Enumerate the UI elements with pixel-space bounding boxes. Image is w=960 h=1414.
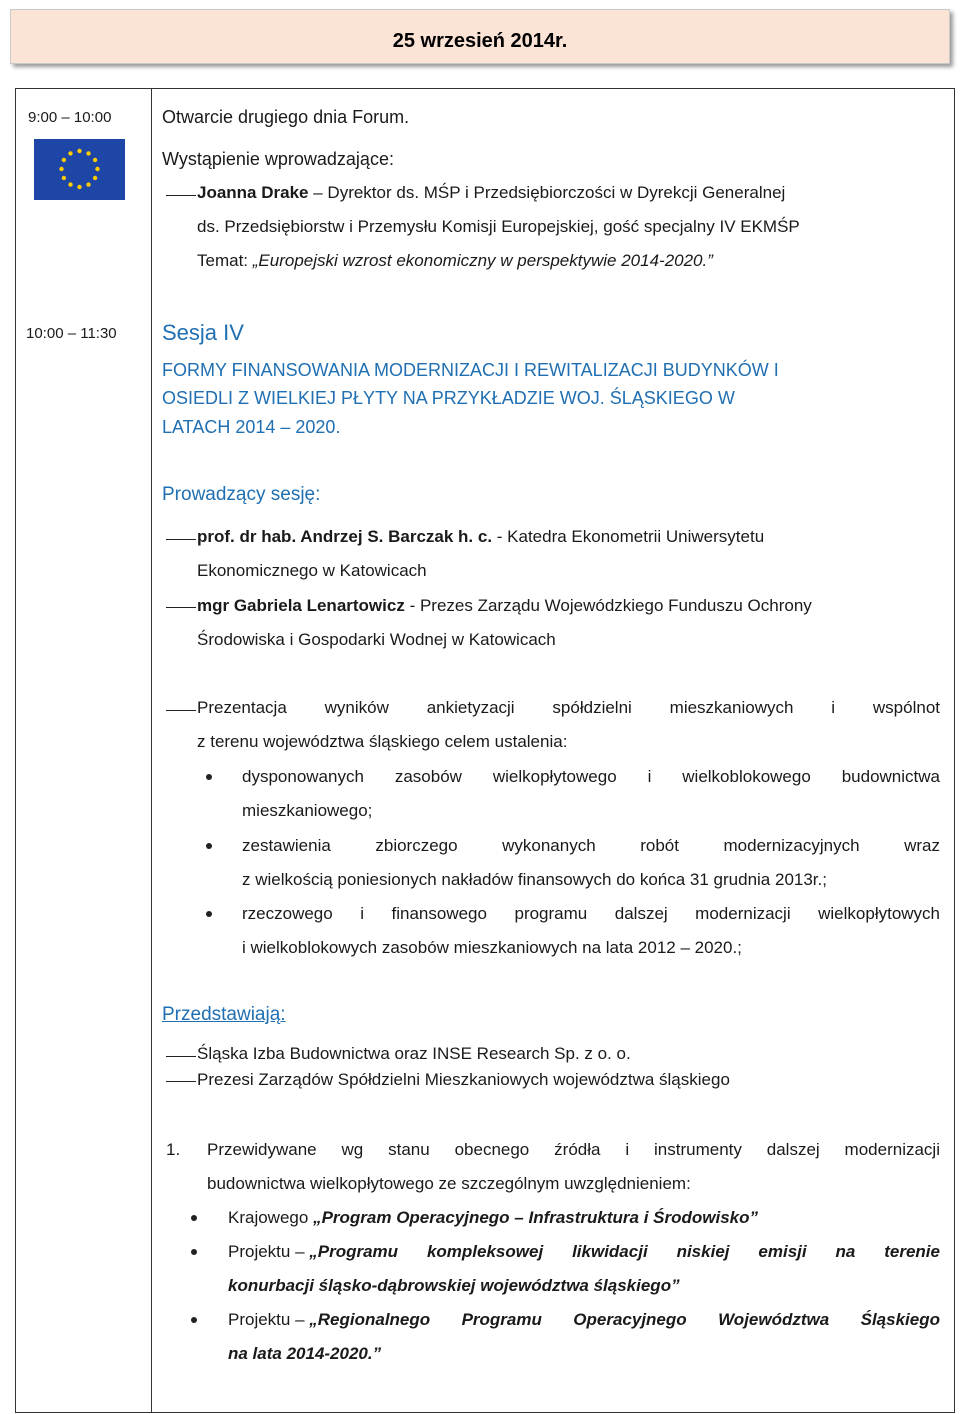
eu-stars-icon [34, 139, 125, 200]
speaker-name: Joanna Drake [197, 183, 309, 202]
presenters-label: Przedstawiają: [162, 1004, 286, 1025]
topic-label: Temat: [197, 251, 253, 270]
presentation-line-cont: z terenu województwa śląskiego celem ustalenia: [197, 732, 568, 751]
session-heading-2: OSIEDLI Z WIELKIEJ PŁYTY NA PRZYKŁADZIE WOJ. ŚLĄSKIEGO W [162, 388, 735, 408]
bullet-dot [191, 1249, 197, 1255]
sub-item-1 [228, 1208, 758, 1228]
session-heading-1: FORMY FINANSOWANIA MODERNIZACJI I REWITALIZACJI BUDYNKÓW I [162, 360, 779, 380]
moderator-2-role-cont: Środowiska i Gospodarki Wodnej w Katowicach [197, 630, 556, 649]
presenter-2: Prezesi Zarządów Spółdzielni Mieszkaniowych województwa śląskiego [197, 1070, 730, 1089]
dash-mark [166, 607, 196, 608]
agenda-table [15, 88, 955, 1413]
presenter-1: Śląska Izba Budownictwa oraz INSE Research Sp. z o. o. [197, 1044, 631, 1063]
bullet-3: rzeczowego i finansowego programu dalszej modernizacji wielkopłytowych [242, 904, 940, 923]
bullet-3-cont: i wielkoblokowych zasobów mieszkaniowych na lata 2012 – 2020.; [242, 938, 742, 957]
presentation-line: Prezentacja wyników ankietyzacji spółdzielni mieszkaniowych i wspólnot [197, 698, 940, 717]
column-divider [151, 89, 152, 1412]
item-number: 1. [166, 1140, 181, 1159]
moderator-1-role: - Katedra Ekonometrii Uniwersytetu [492, 527, 765, 546]
date-heading: 25 wrzesień 2014r. [392, 30, 568, 52]
dash-mark [166, 1081, 196, 1082]
item-1: Przewidywane wg stanu obecnego źródła i instrumenty dalszej modernizacji [207, 1140, 940, 1159]
moderator-1-name: prof. dr hab. Andrzej S. Barczak h. c. [197, 527, 493, 546]
sub-item-1-prefix: Krajowego [228, 1208, 314, 1227]
item-1-cont: budownictwa wielkopłytowego ze szczególnym uwzględnieniem: [207, 1174, 691, 1193]
dash-mark [166, 195, 196, 196]
sub-item-3 [228, 1310, 940, 1330]
opening-line: Otwarcie drugiego dnia Forum. [162, 107, 410, 127]
moderator-2-name: mgr Gabriela Lenartowicz [197, 596, 405, 615]
speaker-role: – Dyrektor ds. MŚP i Przedsiębiorczości w Dyrekcji Generalnej [313, 183, 786, 202]
dash-mark [166, 710, 196, 711]
moderator-1 [197, 527, 764, 547]
sub-item-3-title: „Regionalnego Programu Operacyjnego Województwa Śląskiego [309, 1310, 940, 1329]
bullet-1: dysponowanych zasobów wielkopłytowego i wielkoblokowego budownictwa [242, 767, 940, 786]
sub-item-2-title: „Programu kompleksowej likwidacji niskiej emisji na terenie [309, 1242, 940, 1261]
time-slot-1: 9:00 – 10:00 [28, 109, 112, 126]
moderator-2 [197, 596, 812, 616]
topic-title: „Europejski wzrost ekonomiczny w perspektywie 2014-2020.” [252, 251, 713, 270]
bullet-dot [191, 1215, 197, 1221]
bullet-dot [206, 911, 212, 917]
speaker-role-cont: ds. Przedsiębiorstw i Przemysłu Komisji Europejskiej, gość specjalny IV EKMŚP [197, 217, 800, 236]
dash-mark [166, 539, 196, 540]
topic-line [197, 251, 713, 271]
bullet-dot [206, 843, 212, 849]
moderators-label: Prowadzący sesję: [162, 484, 321, 505]
moderator-2-role: - Prezes Zarządu Wojewódzkiego Funduszu Ochrony [404, 596, 812, 615]
dash-mark [166, 1056, 196, 1057]
moderator-1-role-cont: Ekonomicznego w Katowicach [197, 561, 427, 580]
sub-item-2 [228, 1242, 940, 1262]
bullet-1-cont: mieszkaniowego; [242, 801, 373, 820]
bullet-dot [191, 1317, 197, 1323]
sub-item-2-prefix: Projektu – [228, 1242, 310, 1261]
session-title: Sesja IV [162, 320, 244, 345]
sub-item-3-cont: na lata 2014-2020.” [228, 1344, 382, 1363]
bullet-2-cont: z wielkością poniesionych nakładów finansowych do końca 31 grudnia 2013r.; [242, 870, 827, 889]
sub-item-3-prefix: Projektu – [228, 1310, 310, 1329]
eu-flag-icon [34, 139, 125, 200]
bullet-dot [206, 774, 212, 780]
bullet-2: zestawienia zbiorczego wykonanych robót modernizacyjnych wraz [242, 836, 940, 855]
session-heading-3: LATACH 2014 – 2020. [162, 417, 341, 437]
sub-item-2-cont: konurbacji śląsko-dąbrowskiej województwa śląskiego” [228, 1276, 680, 1295]
intro-line: Wystąpienie wprowadzające: [162, 149, 394, 169]
sub-item-1-title: „Program Operacyjnego – Infrastruktura i Środowisko” [313, 1208, 759, 1227]
speaker-line [197, 183, 785, 203]
time-slot-2: 10:00 – 11:30 [26, 325, 117, 342]
